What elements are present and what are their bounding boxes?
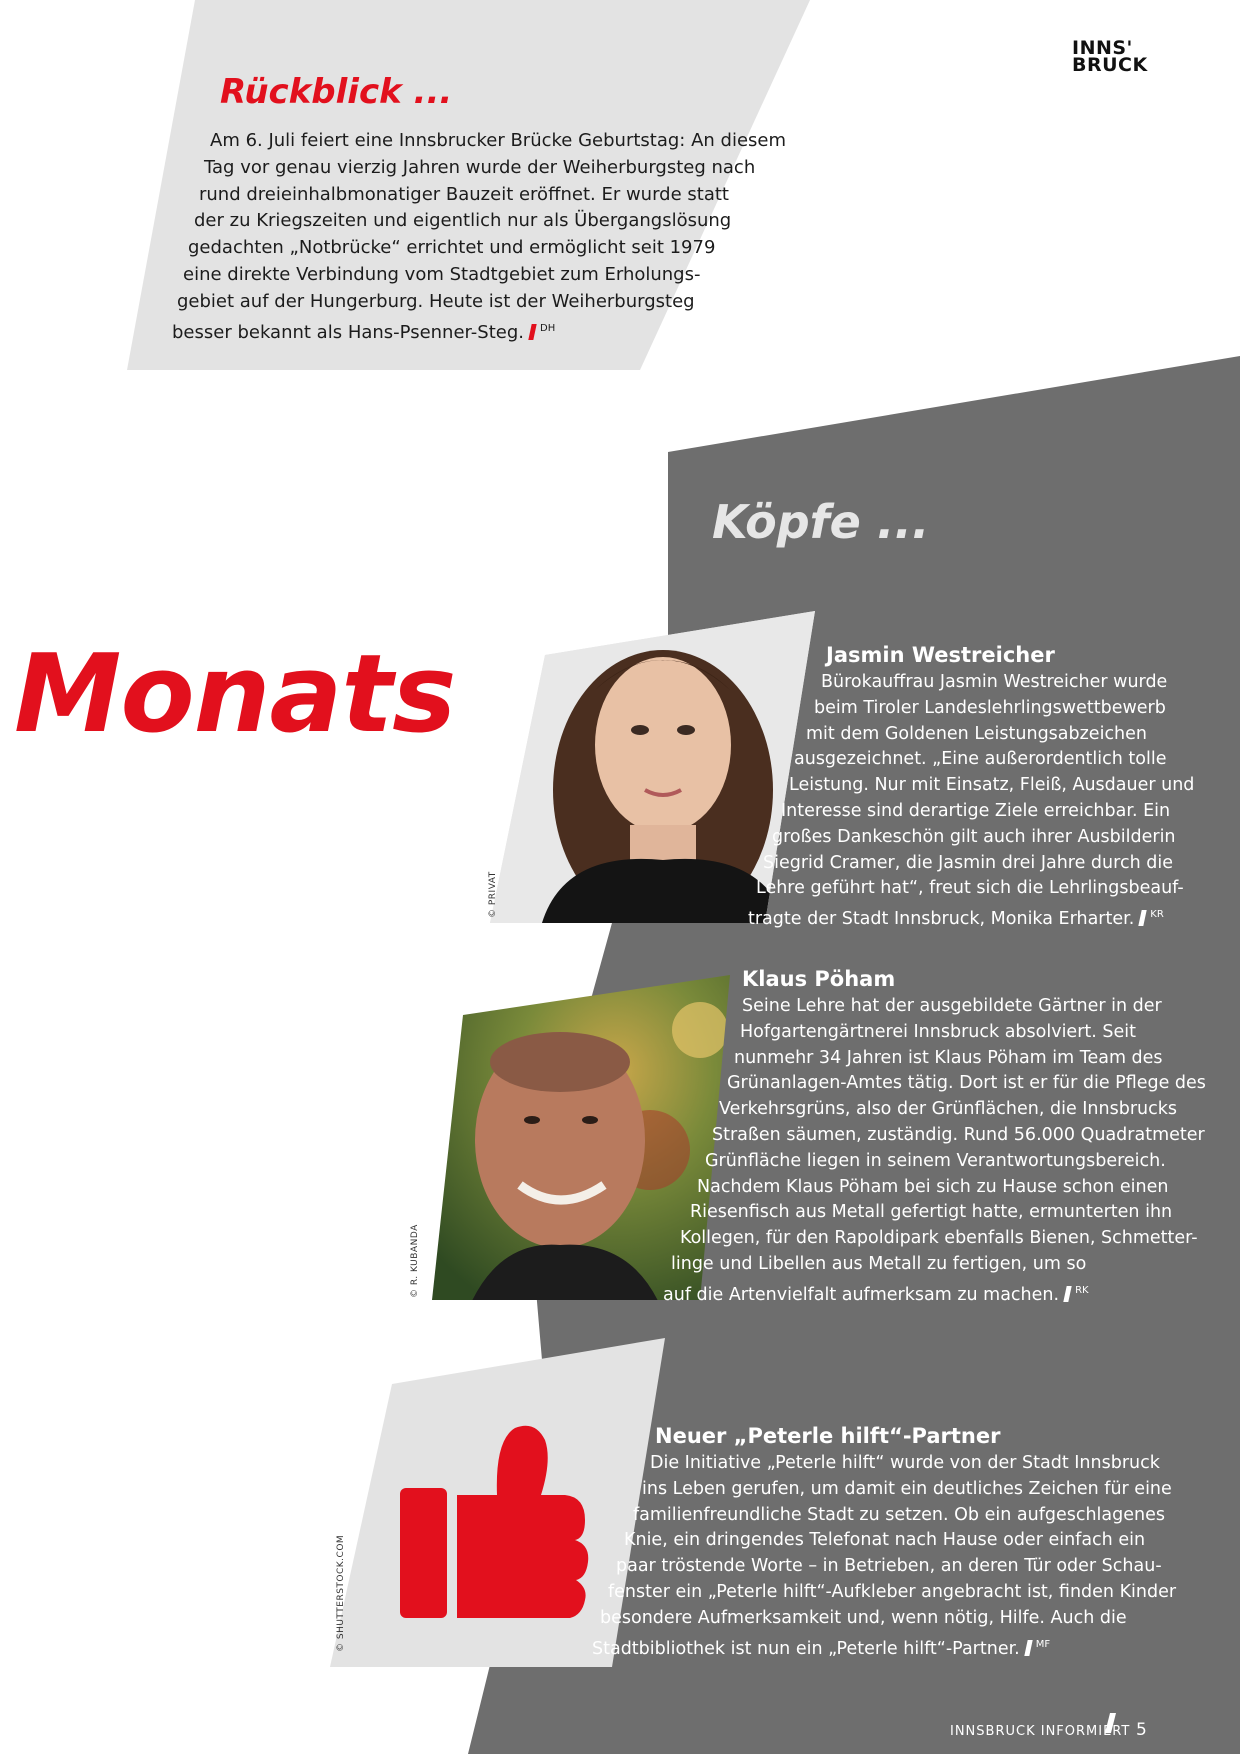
monats-heading: Monats [14, 632, 456, 757]
text-line: Leistung. Nur mit Einsatz, Fleiß, Ausdauer und [789, 775, 1195, 796]
author-initials: KR [1150, 909, 1164, 921]
red-slash-icon [528, 324, 536, 340]
photo-credit: © SHUTTERSTOCK.COM [336, 1534, 346, 1652]
person2-name: Klaus Pöham [742, 967, 896, 991]
text-line: besondere Aufmerksamkeit und, wenn nötig, Hilfe. Auch die [600, 1607, 1127, 1628]
person2-text [0, 994, 1206, 1309]
text-line: Grünanlagen-Amtes tätig. Dort ist er für die Pflege des [727, 1073, 1206, 1094]
text-line-last: Stadtbibliothek ist nun ein „Peterle hilft“-Partner. [592, 1638, 1020, 1659]
white-slash-icon [1063, 1286, 1071, 1302]
person1-name: Jasmin Westreicher [826, 643, 1055, 667]
text-line: ins Leben gerufen, um damit ein deutliches Zeichen für eine [642, 1478, 1172, 1499]
page-number: 5 [1136, 1720, 1147, 1740]
text-line: Siegrid Cramer, die Jasmin drei Jahre durch die [763, 852, 1173, 873]
photo-credit: © R. KUBANDA [410, 1224, 420, 1298]
text-line [592, 1632, 1176, 1663]
text-line: Nachdem Klaus Pöham bei sich zu Hause schon einen [697, 1176, 1169, 1197]
author-initials: DH [540, 322, 556, 334]
text-line: gedachten „Notbrücke“ errichtet und ermöglicht seit 1979 [188, 237, 716, 259]
text-line: beim Tiroler Landeslehrlingswettbewerb [814, 697, 1166, 718]
text-line [748, 902, 1194, 933]
logo-line-2: BRUCK [1072, 54, 1148, 76]
rueckblick-title: Rückblick ... [220, 72, 453, 112]
innsbruck-logo [1072, 37, 1148, 76]
partner-text [0, 1451, 1176, 1662]
text-line: Hofgartengärtnerei Innsbruck absolviert. Seit [740, 1021, 1136, 1042]
white-slash-icon [1139, 910, 1147, 926]
text-line: großes Dankeschön gilt auch ihrer Ausbilderin [772, 826, 1176, 847]
author-initials: MF [1035, 1638, 1051, 1650]
text-line: nunmehr 34 Jahren ist Klaus Pöham im Team des [734, 1047, 1163, 1068]
footer-label: INNSBRUCK INFORMIERT [950, 1724, 1131, 1739]
text-line: Interesse sind derartige Ziele erreichbar. Ein [781, 800, 1171, 821]
text-line [172, 316, 786, 347]
photo-credit: © PRIVAT [488, 871, 498, 918]
person1-text [0, 670, 1194, 933]
text-line: Seine Lehre hat der ausgebildete Gärtner in der [742, 996, 1162, 1016]
text-line: Riesenfisch aus Metall gefertigt hatte, ermunterten ihn [690, 1202, 1173, 1223]
text-line: fenster ein „Peterle hilft“-Aufkleber angebracht ist, finden Kinder [608, 1581, 1177, 1602]
text-line: rund dreieinhalbmonatiger Bauzeit eröffnet. Er wurde statt [199, 183, 729, 205]
logo-line-1: INNS' [1072, 37, 1133, 59]
text-line: Am 6. Juli feiert eine Innsbrucker Brücke Geburtstag: An diesem [210, 130, 787, 151]
text-line: eine direkte Verbindung vom Stadtgebiet zum Erholungs- [183, 263, 701, 285]
text-line: Lehre geführt hat“, freut sich die Lehrlingsbeauf- [756, 878, 1184, 899]
text-line-last: auf die Artenvielfalt aufmerksam zu machen. [663, 1284, 1060, 1305]
text-line: Verkehrsgrüns, also der Grünflächen, die Innsbrucks [719, 1099, 1177, 1120]
text-line: paar tröstende Worte – in Betrieben, an deren Tür oder Schau- [616, 1556, 1162, 1577]
text-line [663, 1278, 1206, 1309]
text-line: Kollegen, für den Rapoldipark ebenfalls Bienen, Schmetter- [680, 1228, 1198, 1249]
text-line: Grünfläche liegen in seinem Verantwortungsbereich. [705, 1150, 1166, 1171]
text-line: Tag vor genau vierzig Jahren wurde der Weiherburgsteg nach [204, 156, 756, 178]
text-line-last: besser bekannt als Hans-Psenner-Steg. [172, 321, 524, 343]
white-slash-icon [1024, 1640, 1032, 1656]
text-line: Straßen säumen, zuständig. Rund 56.000 Quadratmeter [712, 1124, 1205, 1145]
rueckblick-text [0, 128, 786, 346]
text-line: familienfreundliche Stadt zu setzen. Ob ein aufgeschlagenes [633, 1504, 1165, 1525]
text-line: gebiet auf der Hungerburg. Heute ist der Weiherburgsteg [177, 290, 695, 312]
text-line: linge und Libellen aus Metall zu fertigen, um so [671, 1253, 1087, 1274]
author-initials: RK [1075, 1284, 1089, 1296]
text-line: ausgezeichnet. „Eine außerordentlich tolle [794, 749, 1167, 770]
text-line-last: tragte der Stadt Innsbruck, Monika Erharter. [748, 909, 1135, 930]
text-line: mit dem Goldenen Leistungsabzeichen [806, 723, 1148, 744]
koepfe-title: Köpfe ... [712, 495, 930, 549]
text-line: der zu Kriegszeiten und eigentlich nur als Übergangslösung [194, 210, 732, 232]
partner-heading: Neuer „Peterle hilft“-Partner [655, 1424, 1001, 1448]
text-line: Die Initiative „Peterle hilft“ wurde von der Stadt Innsbruck [650, 1453, 1160, 1473]
text-line: Bürokauffrau Jasmin Westreicher wurde [821, 672, 1168, 692]
text-line: Knie, ein dringendes Telefonat nach Hause oder einfach ein [624, 1530, 1146, 1551]
